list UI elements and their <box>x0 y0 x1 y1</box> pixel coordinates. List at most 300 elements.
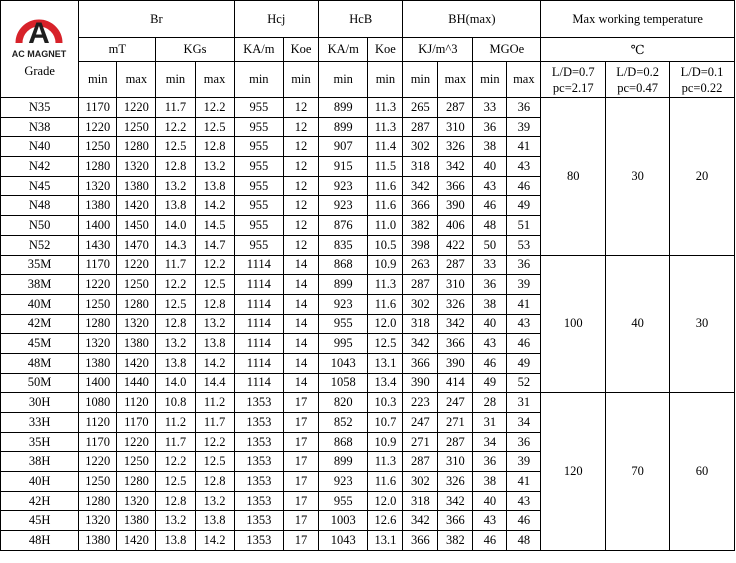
br-mt-min: 1400 <box>79 216 117 236</box>
unit-ka-m-hcj: KA/m <box>234 38 283 62</box>
br-mt-max: 1420 <box>117 531 156 551</box>
hcb-koe-min: 13.1 <box>368 353 403 373</box>
bh-kj-max: 326 <box>438 472 473 492</box>
bh-mgoe-min: 40 <box>473 157 507 177</box>
br-kgs-max: 12.5 <box>195 275 234 295</box>
grade-cell: 38M <box>1 275 79 295</box>
hcb-koe-min: 12.6 <box>368 511 403 531</box>
grade-cell: 42M <box>1 314 79 334</box>
br-kgs-min: 10.8 <box>156 393 195 413</box>
br-mt-max: 1380 <box>117 511 156 531</box>
br-mt-min: 1220 <box>79 117 117 137</box>
br-header: Br <box>79 1 234 38</box>
br-kgs-max: 14.2 <box>195 531 234 551</box>
bh-mgoe-max: 39 <box>507 452 541 472</box>
table-row <box>1 98 735 118</box>
hcb-koe-min: 11.5 <box>368 157 403 177</box>
ac-magnet-logo <box>5 3 73 59</box>
temp-ld-0-2: 40 <box>606 255 670 393</box>
hcj-koe-min: 17 <box>284 511 319 531</box>
br-kgs-min: 14.0 <box>156 373 195 393</box>
grade-cell: 40H <box>1 472 79 492</box>
bh-mgoe-max: 36 <box>507 255 541 275</box>
br-kgs-max: 13.8 <box>195 511 234 531</box>
br-mt-max: 1280 <box>117 472 156 492</box>
br-kgs-min: 11.7 <box>156 255 195 275</box>
temp-ld-0-2: 70 <box>606 393 670 551</box>
br-kgs-min: 12.5 <box>156 294 195 314</box>
br-mt-min: 1430 <box>79 235 117 255</box>
hcb-ka-m-min: 1043 <box>319 531 368 551</box>
br-mt-max: 1220 <box>117 255 156 275</box>
bh-mgoe-max: 41 <box>507 137 541 157</box>
hcb-ka-m-min: 899 <box>319 117 368 137</box>
hcj-koe-min: 17 <box>284 393 319 413</box>
max-label: max <box>438 62 473 98</box>
br-kgs-min: 13.2 <box>156 334 195 354</box>
br-kgs-max: 14.2 <box>195 353 234 373</box>
hcj-koe-min: 17 <box>284 432 319 452</box>
grade-cell: N50 <box>1 216 79 236</box>
bh-kj-max: 406 <box>438 216 473 236</box>
bh-kj-min: 390 <box>403 373 438 393</box>
hcb-koe-min: 12.0 <box>368 491 403 511</box>
br-kgs-min: 12.5 <box>156 472 195 492</box>
bh-kj-max: 287 <box>438 432 473 452</box>
hcj-ka-m-min: 955 <box>234 196 283 216</box>
hcj-ka-m-min: 955 <box>234 235 283 255</box>
br-mt-min: 1280 <box>79 314 117 334</box>
hcj-koe-min: 14 <box>284 255 319 275</box>
bh-mgoe-min: 34 <box>473 432 507 452</box>
bh-kj-min: 265 <box>403 98 438 118</box>
br-mt-max: 1440 <box>117 373 156 393</box>
ld-0-1-header <box>670 62 735 98</box>
hcj-koe-min: 12 <box>284 196 319 216</box>
min-label: min <box>473 62 507 98</box>
bh-mgoe-max: 46 <box>507 334 541 354</box>
hcj-ka-m-min: 1114 <box>234 275 283 295</box>
hcb-ka-m-min: 923 <box>319 472 368 492</box>
logo-grade-header-cell <box>1 1 79 98</box>
bh-mgoe-min: 43 <box>473 511 507 531</box>
hcj-ka-m-min: 955 <box>234 157 283 177</box>
grade-cell: 35M <box>1 255 79 275</box>
br-mt-max: 1170 <box>117 413 156 433</box>
bh-mgoe-max: 43 <box>507 157 541 177</box>
br-mt-max: 1250 <box>117 452 156 472</box>
hcb-koe-min: 11.6 <box>368 294 403 314</box>
bh-mgoe-min: 38 <box>473 472 507 492</box>
bh-kj-max: 366 <box>438 334 473 354</box>
grade-cell: 50M <box>1 373 79 393</box>
br-mt-min: 1320 <box>79 511 117 531</box>
hcj-koe-min: 14 <box>284 334 319 354</box>
pc-value: pc=2.17 <box>552 80 594 95</box>
bh-mgoe-min: 49 <box>473 373 507 393</box>
grade-cell: 35H <box>1 432 79 452</box>
hcb-ka-m-min: 995 <box>319 334 368 354</box>
hcb-ka-m-min: 1043 <box>319 353 368 373</box>
hcj-koe-min: 17 <box>284 491 319 511</box>
bh-mgoe-max: 36 <box>507 98 541 118</box>
unit-kgs: KGs <box>156 38 234 62</box>
temp-ld-0-1: 60 <box>670 393 735 551</box>
grade-cell: 42H <box>1 491 79 511</box>
hcb-ka-m-min: 899 <box>319 275 368 295</box>
br-kgs-max: 14.2 <box>195 196 234 216</box>
temp-ld-0-2: 30 <box>606 98 670 256</box>
hcj-ka-m-min: 1353 <box>234 472 283 492</box>
hcb-ka-m-min: 835 <box>319 235 368 255</box>
bh-kj-max: 287 <box>438 255 473 275</box>
br-mt-min: 1250 <box>79 472 117 492</box>
grade-cell: N35 <box>1 98 79 118</box>
grade-cell: 38H <box>1 452 79 472</box>
unit-mt: mT <box>79 38 156 62</box>
br-kgs-min: 13.2 <box>156 511 195 531</box>
bh-kj-min: 271 <box>403 432 438 452</box>
bh-kj-max: 310 <box>438 275 473 295</box>
hcj-header: Hcj <box>234 1 318 38</box>
logo-letter-a: A <box>28 17 50 50</box>
hcj-koe-min: 17 <box>284 413 319 433</box>
hcb-koe-min: 10.9 <box>368 255 403 275</box>
br-mt-min: 1220 <box>79 275 117 295</box>
hcb-koe-min: 10.7 <box>368 413 403 433</box>
bh-kj-max: 342 <box>438 314 473 334</box>
hcj-koe-min: 17 <box>284 452 319 472</box>
max-label: max <box>117 62 156 98</box>
br-kgs-max: 12.8 <box>195 294 234 314</box>
hcj-ka-m-min: 1114 <box>234 294 283 314</box>
br-mt-max: 1470 <box>117 235 156 255</box>
grade-cell: 48H <box>1 531 79 551</box>
hcj-koe-min: 12 <box>284 117 319 137</box>
hcj-koe-min: 14 <box>284 294 319 314</box>
min-label: min <box>319 62 368 98</box>
br-kgs-max: 12.2 <box>195 432 234 452</box>
bh-kj-max: 390 <box>438 353 473 373</box>
hcj-ka-m-min: 1114 <box>234 314 283 334</box>
bh-mgoe-min: 43 <box>473 334 507 354</box>
bh-kj-min: 318 <box>403 157 438 177</box>
br-kgs-max: 13.2 <box>195 157 234 177</box>
br-kgs-max: 13.8 <box>195 334 234 354</box>
unit-mgoe: MGOe <box>473 38 541 62</box>
hcb-ka-m-min: 868 <box>319 255 368 275</box>
br-kgs-min: 14.0 <box>156 216 195 236</box>
hcb-ka-m-min: 899 <box>319 98 368 118</box>
bh-mgoe-min: 40 <box>473 314 507 334</box>
hcb-koe-min: 11.6 <box>368 196 403 216</box>
grade-cell: N52 <box>1 235 79 255</box>
bh-kj-min: 366 <box>403 196 438 216</box>
bh-mgoe-max: 52 <box>507 373 541 393</box>
bh-kj-max: 342 <box>438 157 473 177</box>
bh-mgoe-min: 46 <box>473 196 507 216</box>
bh-kj-min: 263 <box>403 255 438 275</box>
br-mt-min: 1380 <box>79 353 117 373</box>
grades-body <box>1 98 735 551</box>
br-kgs-max: 12.5 <box>195 117 234 137</box>
br-mt-max: 1220 <box>117 98 156 118</box>
hcj-ka-m-min: 1353 <box>234 432 283 452</box>
br-kgs-max: 12.2 <box>195 98 234 118</box>
hcb-ka-m-min: 923 <box>319 294 368 314</box>
bh-kj-max: 326 <box>438 294 473 314</box>
bh-kj-min: 223 <box>403 393 438 413</box>
min-label: min <box>79 62 117 98</box>
max-label: max <box>195 62 234 98</box>
br-mt-min: 1170 <box>79 432 117 452</box>
hcj-ka-m-min: 1114 <box>234 334 283 354</box>
br-kgs-min: 12.8 <box>156 491 195 511</box>
hcb-ka-m-min: 876 <box>319 216 368 236</box>
min-label: min <box>156 62 195 98</box>
bh-kj-min: 366 <box>403 353 438 373</box>
br-kgs-min: 13.8 <box>156 531 195 551</box>
br-kgs-max: 14.4 <box>195 373 234 393</box>
bh-mgoe-min: 36 <box>473 117 507 137</box>
bh-mgoe-min: 46 <box>473 353 507 373</box>
br-mt-min: 1280 <box>79 491 117 511</box>
bh-mgoe-max: 49 <box>507 196 541 216</box>
hcj-koe-min: 12 <box>284 216 319 236</box>
hcb-koe-min: 10.5 <box>368 235 403 255</box>
br-mt-min: 1320 <box>79 334 117 354</box>
br-kgs-max: 13.2 <box>195 491 234 511</box>
bh-mgoe-min: 33 <box>473 98 507 118</box>
logo-brand-text: AC MAGNET <box>11 49 67 59</box>
grade-cell: N42 <box>1 157 79 177</box>
bh-mgoe-min: 38 <box>473 137 507 157</box>
br-mt-min: 1220 <box>79 452 117 472</box>
bh-mgoe-max: 39 <box>507 275 541 295</box>
grade-cell: 45M <box>1 334 79 354</box>
hcj-koe-min: 17 <box>284 531 319 551</box>
hcb-koe-min: 11.3 <box>368 275 403 295</box>
br-mt-min: 1380 <box>79 196 117 216</box>
br-mt-min: 1080 <box>79 393 117 413</box>
hcb-koe-min: 11.3 <box>368 117 403 137</box>
table-row <box>1 255 735 275</box>
bh-mgoe-max: 36 <box>507 432 541 452</box>
bh-mgoe-min: 36 <box>473 452 507 472</box>
br-kgs-max: 11.2 <box>195 393 234 413</box>
br-mt-min: 1380 <box>79 531 117 551</box>
hcj-koe-min: 12 <box>284 157 319 177</box>
br-mt-min: 1250 <box>79 294 117 314</box>
br-mt-max: 1380 <box>117 334 156 354</box>
bh-kj-max: 287 <box>438 98 473 118</box>
br-mt-max: 1250 <box>117 275 156 295</box>
hcb-koe-min: 11.6 <box>368 176 403 196</box>
hcj-ka-m-min: 1353 <box>234 452 283 472</box>
hcb-koe-min: 11.6 <box>368 472 403 492</box>
br-mt-max: 1420 <box>117 196 156 216</box>
hcj-ka-m-min: 1353 <box>234 531 283 551</box>
hcj-ka-m-min: 955 <box>234 117 283 137</box>
br-kgs-min: 12.8 <box>156 314 195 334</box>
bh-mgoe-min: 43 <box>473 176 507 196</box>
grade-cell: N48 <box>1 196 79 216</box>
grade-cell: 45H <box>1 511 79 531</box>
br-mt-min: 1400 <box>79 373 117 393</box>
br-mt-max: 1280 <box>117 137 156 157</box>
br-kgs-min: 13.8 <box>156 196 195 216</box>
unit-ka-m-hcb: KA/m <box>319 38 368 62</box>
br-kgs-min: 11.2 <box>156 413 195 433</box>
hcj-koe-min: 14 <box>284 314 319 334</box>
grade-cell: N40 <box>1 137 79 157</box>
grade-header: Grade <box>24 64 55 78</box>
bh-kj-min: 302 <box>403 294 438 314</box>
hcj-ka-m-min: 1114 <box>234 255 283 275</box>
ld-0-2-header <box>606 62 670 98</box>
hcb-koe-min: 10.9 <box>368 432 403 452</box>
bh-kj-min: 342 <box>403 334 438 354</box>
br-kgs-max: 14.5 <box>195 216 234 236</box>
br-kgs-min: 13.8 <box>156 353 195 373</box>
unit-kj-m3: KJ/m^3 <box>403 38 473 62</box>
bh-kj-min: 342 <box>403 176 438 196</box>
bh-kj-max: 247 <box>438 393 473 413</box>
bh-kj-min: 302 <box>403 137 438 157</box>
ld-value: L/D=0.7 <box>551 64 595 79</box>
hcj-ka-m-min: 1353 <box>234 491 283 511</box>
bh-kj-min: 382 <box>403 216 438 236</box>
br-kgs-max: 13.2 <box>195 314 234 334</box>
temp-ld-0-1: 30 <box>670 255 735 393</box>
hcb-ka-m-min: 899 <box>319 452 368 472</box>
bhmax-header: BH(max) <box>403 1 541 38</box>
hcb-header: HcB <box>319 1 403 38</box>
br-mt-max: 1280 <box>117 294 156 314</box>
hcb-ka-m-min: 915 <box>319 157 368 177</box>
ld-value: L/D=0.2 <box>616 64 659 79</box>
bh-mgoe-max: 39 <box>507 117 541 137</box>
hcb-koe-min: 13.4 <box>368 373 403 393</box>
bh-kj-min: 398 <box>403 235 438 255</box>
bh-kj-max: 382 <box>438 531 473 551</box>
bh-mgoe-max: 46 <box>507 176 541 196</box>
bh-kj-min: 318 <box>403 491 438 511</box>
hcj-ka-m-min: 955 <box>234 137 283 157</box>
br-kgs-min: 12.2 <box>156 452 195 472</box>
br-mt-max: 1320 <box>117 314 156 334</box>
bh-kj-min: 366 <box>403 531 438 551</box>
hcb-ka-m-min: 907 <box>319 137 368 157</box>
temp-ld-0-7: 120 <box>541 393 606 551</box>
hcj-koe-min: 12 <box>284 235 319 255</box>
hcj-ka-m-min: 955 <box>234 176 283 196</box>
br-kgs-min: 13.2 <box>156 176 195 196</box>
unit-koe-hcb: Koe <box>368 38 403 62</box>
hcb-koe-min: 10.3 <box>368 393 403 413</box>
br-mt-max: 1450 <box>117 216 156 236</box>
hcb-koe-min: 11.4 <box>368 137 403 157</box>
hcj-koe-min: 12 <box>284 137 319 157</box>
hcb-ka-m-min: 1003 <box>319 511 368 531</box>
bh-kj-min: 342 <box>403 511 438 531</box>
hcj-ka-m-min: 1114 <box>234 373 283 393</box>
bh-kj-min: 247 <box>403 413 438 433</box>
hcb-ka-m-min: 868 <box>319 432 368 452</box>
hcb-koe-min: 11.3 <box>368 452 403 472</box>
bh-kj-max: 422 <box>438 235 473 255</box>
bh-mgoe-min: 46 <box>473 531 507 551</box>
br-mt-min: 1120 <box>79 413 117 433</box>
hcj-ka-m-min: 1114 <box>234 353 283 373</box>
temp-ld-0-7: 100 <box>541 255 606 393</box>
hcb-ka-m-min: 852 <box>319 413 368 433</box>
min-label: min <box>234 62 283 98</box>
max-label: max <box>507 62 541 98</box>
bh-mgoe-min: 48 <box>473 216 507 236</box>
br-mt-min: 1280 <box>79 157 117 177</box>
pc-value: pc=0.47 <box>617 80 658 95</box>
bh-mgoe-min: 33 <box>473 255 507 275</box>
br-mt-max: 1220 <box>117 432 156 452</box>
hcb-ka-m-min: 955 <box>319 491 368 511</box>
bh-mgoe-max: 31 <box>507 393 541 413</box>
hcb-koe-min: 11.0 <box>368 216 403 236</box>
br-kgs-max: 11.7 <box>195 413 234 433</box>
br-kgs-min: 12.5 <box>156 137 195 157</box>
bh-mgoe-min: 40 <box>473 491 507 511</box>
bh-mgoe-max: 34 <box>507 413 541 433</box>
br-kgs-min: 12.2 <box>156 117 195 137</box>
br-mt-max: 1380 <box>117 176 156 196</box>
bh-kj-max: 326 <box>438 137 473 157</box>
bh-kj-min: 318 <box>403 314 438 334</box>
pc-value: pc=0.22 <box>681 80 723 95</box>
hcb-ka-m-min: 820 <box>319 393 368 413</box>
hcb-ka-m-min: 923 <box>319 196 368 216</box>
bh-kj-min: 302 <box>403 472 438 492</box>
br-kgs-min: 11.7 <box>156 98 195 118</box>
bh-mgoe-max: 41 <box>507 294 541 314</box>
bh-mgoe-max: 53 <box>507 235 541 255</box>
hcb-koe-min: 12.0 <box>368 314 403 334</box>
table-row <box>1 393 735 413</box>
bh-mgoe-min: 28 <box>473 393 507 413</box>
br-mt-max: 1120 <box>117 393 156 413</box>
br-mt-max: 1420 <box>117 353 156 373</box>
bh-kj-max: 390 <box>438 196 473 216</box>
bh-kj-max: 414 <box>438 373 473 393</box>
br-mt-min: 1170 <box>79 255 117 275</box>
bh-mgoe-min: 50 <box>473 235 507 255</box>
bh-kj-max: 310 <box>438 452 473 472</box>
grade-cell: 48M <box>1 353 79 373</box>
bh-kj-min: 287 <box>403 275 438 295</box>
bh-kj-max: 271 <box>438 413 473 433</box>
bh-mgoe-max: 49 <box>507 353 541 373</box>
grade-cell: 33H <box>1 413 79 433</box>
temp-ld-0-7: 80 <box>541 98 606 256</box>
unit-celsius: ℃ <box>541 38 735 62</box>
max-working-temperature-header: Max working temperature <box>541 1 735 38</box>
grade-cell: 40M <box>1 294 79 314</box>
br-kgs-min: 14.3 <box>156 235 195 255</box>
bh-kj-max: 366 <box>438 511 473 531</box>
bh-kj-max: 366 <box>438 176 473 196</box>
br-mt-max: 1320 <box>117 157 156 177</box>
grade-cell: N45 <box>1 176 79 196</box>
hcb-koe-min: 11.3 <box>368 98 403 118</box>
